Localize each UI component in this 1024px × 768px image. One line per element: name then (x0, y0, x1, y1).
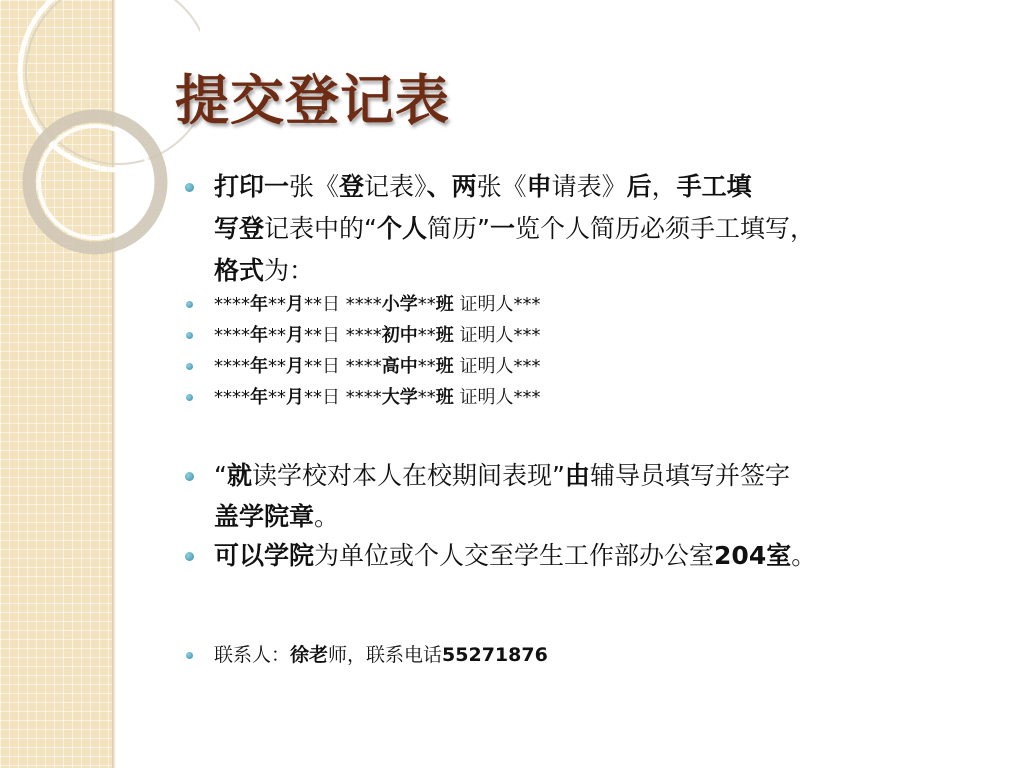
bullet-contact (186, 652, 193, 659)
slide-title: 提交登记表 (175, 69, 450, 132)
contact-line: 联系人：徐老师，联系电话55271876 (214, 644, 548, 666)
record-line-3: ****年**月**日 ****高中**班 证明人*** (214, 356, 541, 377)
record-line-1: ****年**月**日 ****小学**班 证明人*** (214, 294, 541, 315)
item2-line1: “就读学校对本人在校期间表现”由辅导员填写并签字 (214, 461, 790, 490)
record-line-2: ****年**月**日 ****初中**班 证明人*** (214, 325, 541, 346)
bullet-item3 (185, 552, 194, 561)
bullet-item2 (185, 472, 194, 481)
bullet-record-1 (186, 301, 193, 308)
item3-line: 可以学院为单位或个人交至学生工作部办公室204室。 (214, 541, 817, 570)
bullet-record-4 (186, 394, 193, 401)
item1-line1: 打印一张《登记表》、两张《申请表》后，手工填 (214, 172, 752, 201)
item1-line2: 写登记表中的“个人简历”一览个人简历必须手工填写， (214, 214, 815, 243)
item1-line3: 格式为： (214, 256, 315, 285)
item2-line2: 盖学院章。 (214, 502, 340, 531)
bullet-item1 (185, 183, 194, 192)
bullet-record-2 (186, 332, 193, 339)
bullet-record-3 (186, 363, 193, 370)
record-line-4: ****年**月**日 ****大学**班 证明人*** (214, 387, 541, 408)
